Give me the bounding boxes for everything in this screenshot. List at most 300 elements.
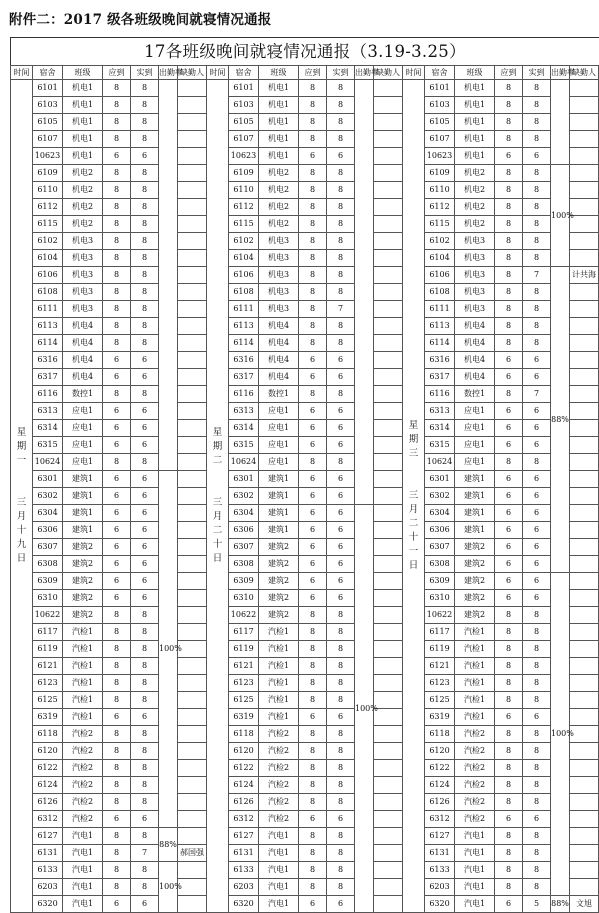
- absent-cell: [570, 182, 599, 199]
- due-cell: 8: [103, 182, 131, 199]
- absent-cell: [570, 590, 599, 607]
- due-cell: 6: [495, 471, 523, 488]
- absent-cell: [374, 131, 403, 148]
- absent-cell: [374, 250, 403, 267]
- actual-cell: 6: [131, 148, 159, 165]
- due-cell: 6: [495, 488, 523, 505]
- room-cell: 6123: [229, 675, 259, 692]
- due-cell: 8: [103, 114, 131, 131]
- absent-cell: [570, 488, 599, 505]
- absent-cell: [570, 284, 599, 301]
- actual-cell: 6: [523, 369, 551, 386]
- actual-cell: 8: [523, 165, 551, 182]
- due-cell: 8: [103, 624, 131, 641]
- due-cell: 6: [299, 148, 327, 165]
- absent-cell: [570, 403, 599, 420]
- class-cell: 机电1: [455, 97, 495, 114]
- absent-cell: [374, 522, 403, 539]
- due-cell: 6: [103, 352, 131, 369]
- table-row: [11, 896, 599, 913]
- due-cell: 6: [299, 539, 327, 556]
- class-cell: 机电3: [455, 284, 495, 301]
- absent-cell: [374, 369, 403, 386]
- room-cell: 6105: [33, 114, 63, 131]
- room-cell: 6112: [229, 199, 259, 216]
- absent-cell: [570, 760, 599, 777]
- room-cell: 6127: [33, 828, 63, 845]
- table-row: [11, 318, 599, 335]
- due-cell: 8: [495, 233, 523, 250]
- class-cell: 机电1: [455, 80, 495, 97]
- absent-cell: [178, 675, 207, 692]
- class-cell: 机电1: [63, 148, 103, 165]
- table-row: [11, 471, 599, 488]
- class-cell: 机电1: [259, 97, 299, 114]
- class-cell: 应电1: [455, 437, 495, 454]
- room-cell: 6131: [33, 845, 63, 862]
- absent-cell: [374, 454, 403, 471]
- absent-cell: [570, 658, 599, 675]
- room-cell: 6203: [425, 879, 455, 896]
- due-cell: 8: [495, 97, 523, 114]
- due-cell: 6: [299, 369, 327, 386]
- class-cell: 汽电1: [63, 828, 103, 845]
- due-cell: 6: [299, 709, 327, 726]
- absent-cell: [570, 641, 599, 658]
- absent-cell: [570, 97, 599, 114]
- due-cell: 8: [103, 267, 131, 284]
- class-cell: 建筑1: [63, 505, 103, 522]
- table-row: [11, 641, 599, 658]
- absent-cell: [570, 522, 599, 539]
- room-cell: 6125: [425, 692, 455, 709]
- room-cell: 6122: [425, 760, 455, 777]
- due-cell: 8: [103, 828, 131, 845]
- class-cell: 机电1: [455, 114, 495, 131]
- absent-cell: [570, 301, 599, 318]
- actual-cell: 8: [131, 862, 159, 879]
- header-class: 班级: [63, 66, 103, 80]
- room-cell: 6313: [33, 403, 63, 420]
- absent-cell: [178, 369, 207, 386]
- absent-cell: [374, 97, 403, 114]
- absent-cell: [374, 437, 403, 454]
- room-cell: 6113: [33, 318, 63, 335]
- class-cell: 汽电1: [259, 862, 299, 879]
- due-cell: 8: [495, 845, 523, 862]
- actual-cell: 6: [523, 709, 551, 726]
- due-cell: 8: [299, 641, 327, 658]
- table-row: [11, 250, 599, 267]
- table-row: [11, 335, 599, 352]
- class-cell: 机电3: [259, 301, 299, 318]
- room-cell: 6126: [229, 794, 259, 811]
- actual-cell: 8: [523, 97, 551, 114]
- room-cell: 6302: [33, 488, 63, 505]
- actual-cell: 8: [327, 692, 355, 709]
- due-cell: 8: [495, 862, 523, 879]
- absent-cell: [570, 879, 599, 896]
- absent-cell: [374, 233, 403, 250]
- due-cell: 8: [299, 760, 327, 777]
- room-cell: 6320: [33, 896, 63, 913]
- class-cell: 建筑2: [259, 573, 299, 590]
- room-cell: 6104: [229, 250, 259, 267]
- room-cell: 6120: [425, 743, 455, 760]
- room-cell: 6119: [229, 641, 259, 658]
- due-cell: 8: [299, 454, 327, 471]
- class-cell: 建筑2: [63, 590, 103, 607]
- class-cell: 机电2: [259, 182, 299, 199]
- absent-cell: [374, 896, 403, 913]
- due-cell: 6: [299, 420, 327, 437]
- class-cell: 机电1: [455, 131, 495, 148]
- due-cell: 8: [495, 284, 523, 301]
- absent-cell: [374, 182, 403, 199]
- due-cell: 8: [495, 879, 523, 896]
- actual-cell: 6: [327, 505, 355, 522]
- class-cell: 机电3: [455, 233, 495, 250]
- absent-cell: [374, 318, 403, 335]
- class-cell: 汽电1: [455, 862, 495, 879]
- table-row: [11, 709, 599, 726]
- actual-cell: 6: [327, 420, 355, 437]
- header-class: 班级: [259, 66, 299, 80]
- room-cell: 6309: [425, 573, 455, 590]
- due-cell: 6: [103, 403, 131, 420]
- due-cell: 8: [103, 454, 131, 471]
- due-cell: 8: [495, 726, 523, 743]
- table-header-row: [11, 66, 599, 80]
- due-cell: 6: [103, 590, 131, 607]
- actual-cell: 8: [131, 624, 159, 641]
- class-cell: 机电2: [259, 199, 299, 216]
- date-char: 月: [408, 504, 419, 515]
- absent-cell: [178, 80, 207, 97]
- class-cell: 机电3: [259, 267, 299, 284]
- actual-cell: 8: [523, 250, 551, 267]
- room-cell: 6124: [229, 777, 259, 794]
- room-cell: 6102: [33, 233, 63, 250]
- actual-cell: 8: [327, 386, 355, 403]
- due-cell: 6: [103, 811, 131, 828]
- due-cell: 8: [495, 250, 523, 267]
- room-cell: 6119: [33, 641, 63, 658]
- room-cell: 6118: [229, 726, 259, 743]
- due-cell: 8: [103, 658, 131, 675]
- table-row: [11, 828, 599, 845]
- actual-cell: 8: [131, 80, 159, 97]
- class-cell: 机电4: [455, 352, 495, 369]
- absent-cell: [374, 658, 403, 675]
- actual-cell: 6: [523, 148, 551, 165]
- room-cell: 6315: [229, 437, 259, 454]
- room-cell: 6131: [425, 845, 455, 862]
- class-cell: 汽检2: [259, 760, 299, 777]
- actual-cell: 8: [131, 641, 159, 658]
- room-cell: 6106: [33, 267, 63, 284]
- room-cell: 6105: [229, 114, 259, 131]
- room-cell: 6104: [425, 250, 455, 267]
- class-cell: 汽检1: [63, 641, 103, 658]
- due-cell: 6: [495, 522, 523, 539]
- class-cell: 机电3: [455, 267, 495, 284]
- room-cell: 6126: [425, 794, 455, 811]
- absent-cell: [374, 607, 403, 624]
- table-row: [11, 131, 599, 148]
- absent-cell: [374, 114, 403, 131]
- absent-cell: [374, 471, 403, 488]
- due-cell: 8: [299, 692, 327, 709]
- actual-cell: 8: [523, 131, 551, 148]
- table-row: [11, 590, 599, 607]
- actual-cell: 8: [327, 675, 355, 692]
- actual-cell: 6: [131, 420, 159, 437]
- room-cell: 6110: [229, 182, 259, 199]
- due-cell: 8: [299, 386, 327, 403]
- absent-cell: [374, 590, 403, 607]
- actual-cell: 8: [327, 97, 355, 114]
- weekday-char: 期: [408, 434, 419, 445]
- actual-cell: 8: [523, 80, 551, 97]
- due-cell: 8: [103, 301, 131, 318]
- room-cell: 10622: [425, 607, 455, 624]
- actual-cell: 6: [523, 522, 551, 539]
- actual-cell: 6: [327, 896, 355, 913]
- due-cell: 8: [299, 658, 327, 675]
- actual-cell: 8: [523, 233, 551, 250]
- room-cell: 6105: [425, 114, 455, 131]
- actual-cell: 6: [523, 556, 551, 573]
- room-cell: 6120: [229, 743, 259, 760]
- room-cell: 6106: [425, 267, 455, 284]
- class-cell: 建筑1: [259, 488, 299, 505]
- actual-cell: 6: [327, 437, 355, 454]
- header-time: 时间: [403, 66, 425, 80]
- class-cell: 汽检2: [259, 811, 299, 828]
- class-cell: 汽检1: [63, 709, 103, 726]
- header-actual: 实到: [327, 66, 355, 80]
- class-cell: 汽检1: [455, 675, 495, 692]
- due-cell: 8: [299, 267, 327, 284]
- due-cell: 8: [299, 301, 327, 318]
- actual-cell: 6: [327, 709, 355, 726]
- due-cell: 8: [103, 845, 131, 862]
- actual-cell: 8: [523, 641, 551, 658]
- room-cell: 6314: [33, 420, 63, 437]
- room-cell: 6315: [33, 437, 63, 454]
- absent-cell: [178, 709, 207, 726]
- rate-cell: [551, 80, 570, 165]
- actual-cell: 8: [131, 199, 159, 216]
- absent-cell: [374, 556, 403, 573]
- actual-cell: 6: [131, 573, 159, 590]
- class-cell: 机电2: [259, 165, 299, 182]
- class-cell: 机电1: [259, 80, 299, 97]
- due-cell: 8: [103, 675, 131, 692]
- actual-cell: 8: [327, 318, 355, 335]
- absent-cell: [374, 216, 403, 233]
- due-cell: 6: [495, 590, 523, 607]
- actual-cell: 6: [523, 488, 551, 505]
- room-cell: 6302: [425, 488, 455, 505]
- date-char: 一: [408, 546, 419, 557]
- absent-cell: [178, 148, 207, 165]
- absent-cell: [178, 743, 207, 760]
- table-row: [11, 879, 599, 896]
- actual-cell: 8: [327, 131, 355, 148]
- absent-cell: [178, 114, 207, 131]
- table-row: [11, 726, 599, 743]
- absent-cell: [570, 624, 599, 641]
- absent-cell: [178, 250, 207, 267]
- actual-cell: 8: [523, 182, 551, 199]
- actual-cell: 8: [327, 845, 355, 862]
- header-due: 应到: [299, 66, 327, 80]
- table-row: [11, 182, 599, 199]
- actual-cell: 8: [523, 743, 551, 760]
- class-cell: 应电1: [63, 454, 103, 471]
- due-cell: 8: [299, 80, 327, 97]
- class-cell: 建筑1: [455, 471, 495, 488]
- actual-cell: 8: [523, 658, 551, 675]
- class-cell: 机电2: [63, 182, 103, 199]
- class-cell: 机电2: [455, 165, 495, 182]
- actual-cell: 6: [327, 488, 355, 505]
- actual-cell: 8: [327, 641, 355, 658]
- class-cell: 汽检2: [63, 726, 103, 743]
- absent-cell: [178, 896, 207, 913]
- room-cell: 6301: [425, 471, 455, 488]
- room-cell: 6127: [229, 828, 259, 845]
- actual-cell: 8: [523, 777, 551, 794]
- due-cell: 8: [495, 828, 523, 845]
- class-cell: 汽检2: [63, 794, 103, 811]
- class-cell: 应电1: [259, 420, 299, 437]
- class-cell: 汽检2: [455, 760, 495, 777]
- header-actual: 实到: [523, 66, 551, 80]
- class-cell: 建筑2: [63, 573, 103, 590]
- due-cell: 8: [299, 624, 327, 641]
- actual-cell: 6: [131, 488, 159, 505]
- room-cell: 6320: [229, 896, 259, 913]
- header-actual: 实到: [131, 66, 159, 80]
- room-cell: 6123: [425, 675, 455, 692]
- actual-cell: 6: [131, 437, 159, 454]
- room-cell: 6304: [229, 505, 259, 522]
- class-cell: 应电1: [63, 403, 103, 420]
- due-cell: 6: [299, 505, 327, 522]
- table-row: [11, 403, 599, 420]
- room-cell: 6316: [425, 352, 455, 369]
- actual-cell: 6: [327, 590, 355, 607]
- room-cell: 6107: [33, 131, 63, 148]
- room-cell: 6121: [33, 658, 63, 675]
- class-cell: 汽检2: [63, 777, 103, 794]
- actual-cell: 8: [131, 114, 159, 131]
- actual-cell: 6: [327, 148, 355, 165]
- class-cell: 汽检2: [63, 743, 103, 760]
- absent-cell: [178, 488, 207, 505]
- due-cell: 8: [495, 182, 523, 199]
- actual-cell: 8: [327, 250, 355, 267]
- header-rate: 出勤率: [551, 66, 570, 80]
- room-cell: 6109: [229, 165, 259, 182]
- due-cell: 6: [299, 403, 327, 420]
- absent-cell: [570, 607, 599, 624]
- absent-cell: [178, 777, 207, 794]
- actual-cell: 6: [131, 556, 159, 573]
- actual-cell: 8: [523, 114, 551, 131]
- class-cell: 机电1: [63, 131, 103, 148]
- table-row: [11, 862, 599, 879]
- class-cell: 建筑1: [259, 522, 299, 539]
- room-cell: 6314: [229, 420, 259, 437]
- actual-cell: 6: [131, 811, 159, 828]
- actual-cell: 8: [131, 743, 159, 760]
- rate-cell: 88%: [551, 267, 570, 573]
- attendance-table: [10, 65, 599, 913]
- class-cell: 机电2: [455, 216, 495, 233]
- due-cell: 8: [103, 862, 131, 879]
- class-cell: 建筑1: [455, 488, 495, 505]
- absent-cell: [374, 828, 403, 845]
- room-cell: 10624: [33, 454, 63, 471]
- actual-cell: 6: [131, 896, 159, 913]
- room-cell: 6109: [425, 165, 455, 182]
- absent-cell: [374, 879, 403, 896]
- absent-cell: [374, 420, 403, 437]
- absent-cell: [178, 760, 207, 777]
- due-cell: 6: [103, 148, 131, 165]
- class-cell: 汽电1: [259, 828, 299, 845]
- table-row: [11, 692, 599, 709]
- class-cell: 汽检1: [455, 641, 495, 658]
- table-row: [11, 148, 599, 165]
- actual-cell: 8: [327, 794, 355, 811]
- room-cell: 6133: [425, 862, 455, 879]
- actual-cell: 8: [523, 845, 551, 862]
- due-cell: 8: [103, 692, 131, 709]
- date-char: 月: [212, 511, 223, 522]
- absent-cell: [570, 437, 599, 454]
- actual-cell: 6: [327, 811, 355, 828]
- actual-cell: 8: [327, 607, 355, 624]
- date-char: 九: [16, 539, 27, 550]
- due-cell: 8: [299, 777, 327, 794]
- room-cell: 6306: [425, 522, 455, 539]
- attendance-sheet: [10, 37, 599, 908]
- due-cell: 8: [495, 114, 523, 131]
- due-cell: 6: [495, 556, 523, 573]
- due-cell: 6: [299, 488, 327, 505]
- class-cell: 汽检2: [455, 794, 495, 811]
- class-cell: 汽电1: [63, 896, 103, 913]
- absent-cell: [178, 335, 207, 352]
- day-label-cell: [403, 80, 425, 913]
- rate-cell: 88%: [551, 896, 570, 913]
- class-cell: 建筑2: [63, 607, 103, 624]
- room-cell: 6310: [33, 590, 63, 607]
- actual-cell: 6: [327, 556, 355, 573]
- class-cell: 汽电1: [63, 845, 103, 862]
- room-cell: 6316: [33, 352, 63, 369]
- due-cell: 8: [299, 335, 327, 352]
- absent-cell: [570, 369, 599, 386]
- actual-cell: 8: [131, 794, 159, 811]
- actual-cell: 8: [131, 777, 159, 794]
- due-cell: 8: [299, 182, 327, 199]
